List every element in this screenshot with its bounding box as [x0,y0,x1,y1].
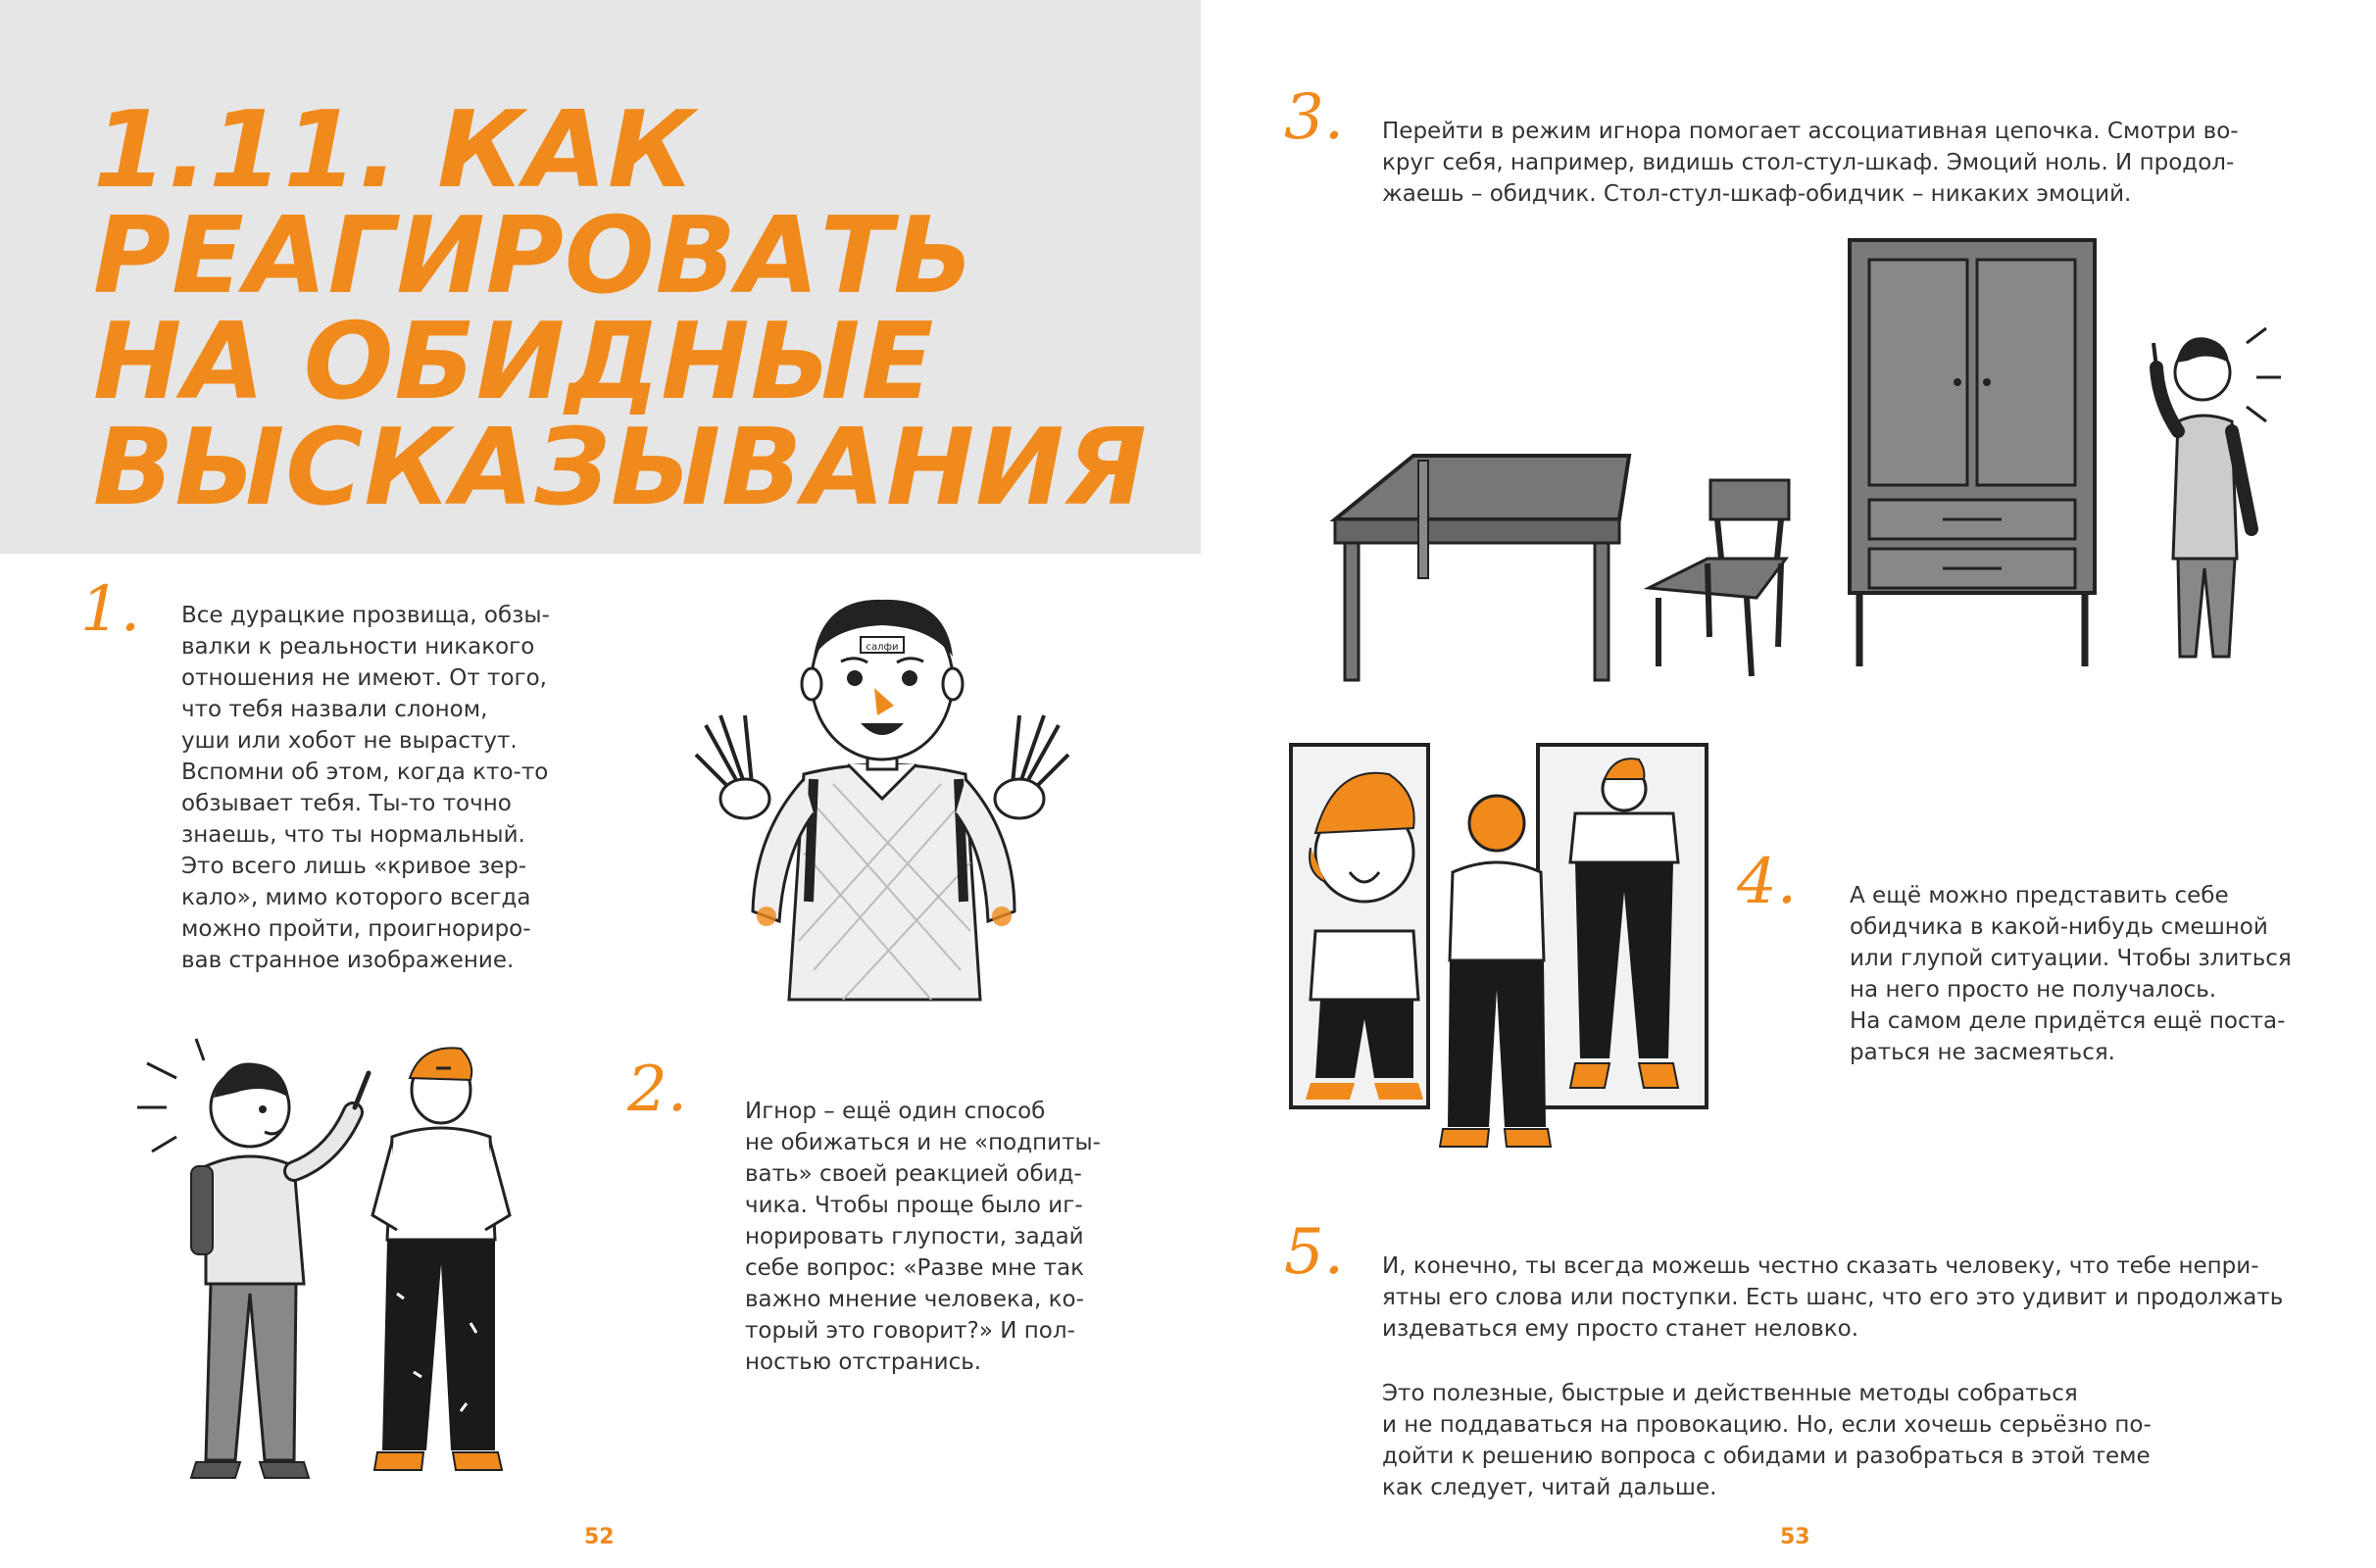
item-number-3: 3. [1284,81,1345,154]
right-page [1188,0,2376,1568]
item-text-2: Игнор – ещё один способ не обижаться и не «подпиты- вать» своей реакцией обид- чика. Чтобы проще было иг- норировать глупости, задай себе вопрос: «Разве мне так важно мнение человека, ко- торый это говорит?» И пол- ностью отстранись. [745,1099,1101,1375]
two-boys-illustration [137,1039,588,1499]
page-number-left: 52 [584,1525,615,1549]
title-line-1: 1.11. КАК [93,89,696,212]
page-number-right: 53 [1780,1525,1810,1549]
item-text-5: И, конечно, ты всегда можешь честно сказать человеку, что тебе непри- ятны его слова или поступки. Есть шанс, что его это удивит и продолжать издеваться ему просто станет неловко. [1382,1253,2284,1342]
badge-label: салфи [866,642,899,653]
item-number-1: 1. [80,573,141,646]
item-text-3: Перейти в режим игнора помогает ассоциативная цепочка. Смотри во- круг себя, например, видишь стол-стул-шкаф. Эмоций ноль. И продол- жаешь – обидчик. Стол-стул-шкаф-обидчик – никаких эмоций. [1382,119,2239,207]
title-line-2: РЕАГИРОВАТЬ [93,195,975,318]
closing-text: Это полезные, быстрые и действенные методы собраться и не поддаваться на провокацию. Но, если хочешь серьёзно по- дойти к решению вопроса с обидами и разобраться в этой теме как следует, читай дальше. [1382,1381,2152,1500]
item-text-4: А ещё можно представить себе обидчика в какой-нибудь смешной или глупой ситуации. Чтобы злиться на него просто не получалось. На самом деле придётся ещё поста- раться не засмеяться. [1850,883,2292,1065]
item-number-2: 2. [627,1054,688,1126]
mirrors-illustration [1281,735,1771,1156]
item-number-5: 5. [1284,1216,1345,1289]
item-number-4: 4. [1737,846,1798,918]
title-line-3: НА ОБИДНЫЕ [93,301,935,423]
shrugging-boy-illustration [686,578,1078,1009]
chapter-title [93,89,1148,529]
furniture-illustration [1325,235,2286,686]
item-text-1: Все дурацкие прозвища, обзы- валки к реальности никакого отношения не имеют. От того, что тебя назвали слоном, уши или хобот не вырастут. Вспомни об этом, когда кто-то обзывает тебя. Ты-то точно знаешь, что ты нормальный. Это всего лишь «кривое зер- кало», мимо которого всегда можно пройти, проигнориро- вав странное изображение. [181,603,550,973]
title-line-4: ВЫСКАЗЫВАНИЯ [93,407,1148,529]
